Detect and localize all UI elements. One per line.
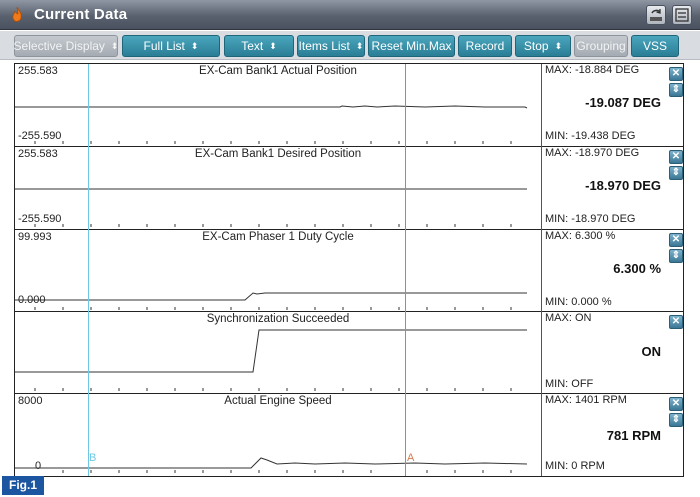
min-value: MIN: -18.970 DEG (545, 213, 636, 225)
panel-title: EX-Cam Bank1 Actual Position (199, 65, 357, 77)
current-value: 781 RPM (606, 428, 661, 443)
close-panel-button[interactable] (669, 150, 683, 164)
axis-max-label: 255.583 (18, 65, 58, 77)
close-panel-button[interactable] (669, 67, 683, 81)
signal-trace (15, 293, 527, 300)
close-icon: ✕ (671, 398, 681, 409)
current-value: -18.970 DEG (585, 178, 661, 193)
close-icon: ✕ (671, 234, 681, 245)
menu-button[interactable] (672, 5, 692, 25)
tick-marks (35, 224, 511, 227)
selective-display-label: Selective Display (13, 39, 105, 53)
signal-plot (15, 230, 541, 312)
signal-plot (15, 64, 541, 146)
full-list-button[interactable] (122, 35, 220, 57)
up-down-arrow-icon: ⇕ (671, 167, 681, 178)
up-down-caret-icon: ⬍ (554, 40, 563, 51)
vss-button[interactable] (631, 35, 679, 57)
signal-plot (15, 312, 541, 394)
text-mode-button[interactable] (224, 35, 294, 57)
min-value: MIN: -19.438 DEG (545, 130, 636, 142)
stop-label: Stop (523, 39, 549, 53)
up-down-caret-icon: ⬍ (190, 40, 199, 51)
signal-plot (15, 147, 541, 229)
up-down-arrow-icon: ⇕ (671, 84, 681, 95)
axis-max-label: 8000 (18, 395, 43, 407)
tick-marks (35, 141, 511, 144)
toolbar (0, 31, 700, 60)
reorder-panel-button[interactable] (669, 83, 683, 97)
axis-max-label: 99.993 (18, 231, 52, 243)
signal-trace (15, 330, 527, 372)
grouping-label: Grouping (576, 39, 626, 53)
up-down-arrow-icon: ⇕ (671, 250, 681, 261)
current-value: 6.300 % (613, 261, 661, 276)
min-value: MIN: OFF (545, 378, 594, 390)
panel-title: Synchronization Succeeded (206, 313, 350, 325)
value-column-divider (541, 64, 542, 476)
panel-title: EX-Cam Bank1 Desired Position (194, 148, 362, 160)
close-icon: ✕ (671, 316, 681, 327)
signal-trace (15, 106, 527, 108)
max-value: MAX: ON (545, 312, 592, 324)
reset-min-max-label: Reset Min.Max (371, 39, 452, 53)
max-value: MAX: -18.884 DEG (545, 64, 640, 76)
retry-button[interactable] (646, 5, 666, 25)
reset-min-max-button[interactable] (368, 35, 455, 57)
tick-marks (35, 307, 511, 310)
graph-panel-cam-actual-position (15, 64, 683, 146)
graph-panel-synchronization (15, 312, 683, 394)
max-value: MAX: 1401 RPM (545, 394, 627, 406)
up-down-arrow-icon: ⇕ (671, 414, 681, 425)
graph-panel-cam-desired-position (15, 147, 683, 229)
cursor-b-line[interactable] (88, 64, 89, 476)
graph-panel-engine-speed (15, 394, 683, 476)
close-icon: ✕ (671, 151, 681, 162)
record-label: Record (465, 39, 505, 53)
text-mode-label: Text (241, 39, 264, 53)
up-down-caret-icon: ⬍ (110, 40, 119, 51)
axis-max-label: 255.583 (18, 148, 58, 160)
selective-display-button[interactable] (14, 35, 118, 57)
reorder-panel-button[interactable] (669, 249, 683, 263)
full-list-label: Full List (143, 39, 185, 53)
window-title: Current Data (34, 6, 128, 23)
record-button[interactable] (458, 35, 512, 57)
title-bar (0, 0, 700, 30)
graph-area (14, 63, 684, 477)
close-panel-button[interactable] (669, 233, 683, 247)
figure-label: Fig.1 (2, 476, 44, 495)
cursor-a-line[interactable] (405, 64, 406, 476)
max-value: MAX: -18.970 DEG (545, 147, 640, 159)
axis-min-label: 0 (35, 460, 42, 472)
reorder-panel-button[interactable] (669, 413, 683, 427)
vss-label: VSS (642, 39, 667, 53)
menu-icon (673, 6, 691, 24)
close-panel-button[interactable] (669, 315, 683, 329)
current-value: -19.087 DEG (585, 95, 661, 110)
max-value: MAX: 6.300 % (545, 230, 616, 242)
min-value: MIN: 0.000 % (545, 296, 612, 308)
tick-marks (63, 470, 511, 473)
close-icon: ✕ (671, 68, 681, 79)
min-value: MIN: 0 RPM (545, 460, 605, 472)
tick-marks (35, 388, 511, 391)
items-list-label: Items List (298, 39, 350, 53)
axis-min-label: -255.590 (18, 130, 62, 142)
stop-button[interactable] (515, 35, 571, 57)
cursor-b-label: B (89, 452, 97, 464)
current-value: ON (641, 344, 661, 359)
panel-title: EX-Cam Phaser 1 Duty Cycle (202, 231, 354, 243)
cursor-a-label: A (407, 452, 415, 464)
panel-title: Actual Engine Speed (224, 395, 332, 407)
graph-panel-cam-phaser-duty (15, 230, 683, 312)
up-down-caret-icon: ⬍ (355, 40, 364, 51)
close-panel-button[interactable] (669, 397, 683, 411)
items-list-button[interactable] (297, 35, 365, 57)
up-down-caret-icon: ⬍ (269, 40, 277, 51)
axis-min-label: -255.590 (18, 213, 62, 225)
axis-min-label: 0.000 (18, 294, 46, 306)
flame-icon (10, 6, 24, 24)
retry-icon (647, 6, 665, 24)
grouping-button[interactable] (574, 35, 628, 57)
reorder-panel-button[interactable] (669, 166, 683, 180)
